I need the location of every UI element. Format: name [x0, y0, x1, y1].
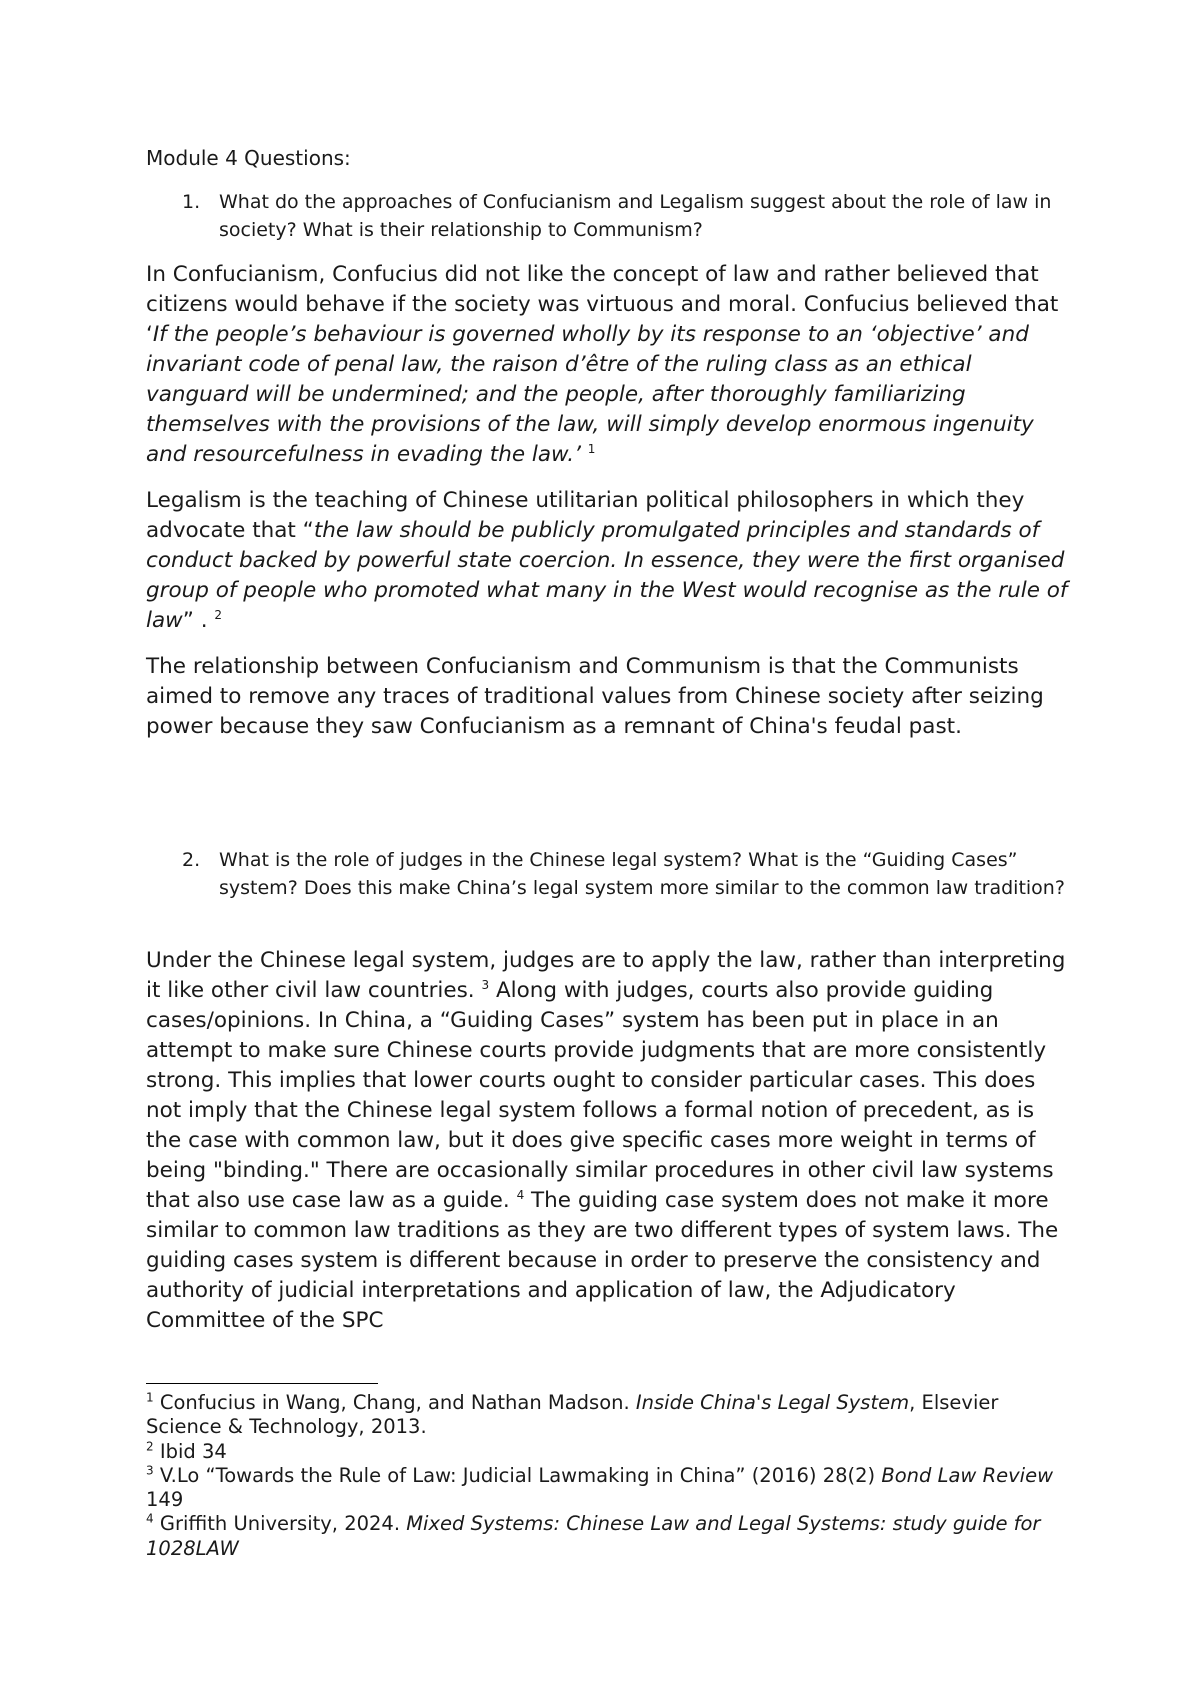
paragraph-text: In Confucianism, Confucius did not like the concept of law and rather believed that citizens would behave if the society was virtuous and moral. Confucius believed that ‘	[146, 262, 1059, 347]
footnote-title: Mixed Systems: Chinese Law and Legal Systems: study guide for 1028LAW	[146, 1512, 1041, 1560]
footnote-ref-1[interactable]: 1	[587, 441, 596, 456]
question-2-number: 2.	[182, 849, 201, 871]
footnote-text: 149	[146, 1488, 184, 1512]
footnote-number: 3	[146, 1463, 154, 1478]
footnote-number: 2	[146, 1439, 154, 1454]
footnote-text: V.Lo “Towards the Rule of Law: Judicial Lawmaking in China” (2016) 28(2)	[153, 1463, 882, 1487]
paragraph-text: The guiding case system does not make it more similar to common law traditions as they are two different types of system laws. The guiding cases system is different because in order to preserve the consistency and authority of judicial interpretations and application of law, the Adjudicatory Committee of the SPC	[146, 1188, 1059, 1333]
footnote-1	[146, 1391, 1066, 1440]
footnote-text: Ibid 34	[153, 1439, 227, 1463]
answer-1-paragraph-legalism	[146, 486, 1076, 636]
footnote-ref-3[interactable]: 3	[481, 977, 490, 992]
footnote-text: Confucius in Wang, Chang, and Nathan Madson.	[153, 1391, 636, 1414]
paragraph-text: ” .	[182, 608, 215, 633]
footnote-ref-2[interactable]: 2	[214, 607, 223, 622]
question-2-text: What is the role of judges in the Chinese legal system? What is the “Guiding Cases” system? Does this make China’s legal system more similar to the common law tradition?	[219, 849, 1065, 899]
paragraph-text: The relationship between Confucianism and Communism is that the Communists aimed to remove any traces of traditional values from Chinese society after seizing power because they saw Confucianism as a remnant of China's feudal past.	[146, 654, 1044, 739]
footnote-title: Inside China's Legal System	[635, 1391, 910, 1414]
footnote-ref-4[interactable]: 4	[516, 1187, 525, 1202]
paragraph-text: Under the Chinese legal system, judges are to apply the law, rather than interpreting it like other civil law countries.	[146, 948, 1066, 1003]
footnote-separator	[146, 1383, 378, 1384]
footnote-number: 4	[146, 1511, 154, 1526]
footnote-2	[146, 1440, 1066, 1464]
answer-1-paragraph-confucianism	[146, 260, 1076, 470]
footnote-3	[146, 1464, 1066, 1513]
quote-text: If the people’s behaviour is governed wholly by its response to an ‘objective’ and invariant code of penal law, the raison d’être of the ruling class as an ethical vanguard will be undermined; and the people, after thoroughly familiarizing themselves with the provisions of the law, will simply develop enormous ingenuity and resourcefulness in evading the law.’	[146, 322, 1034, 467]
question-2	[182, 846, 1067, 902]
footnotes	[146, 1391, 1066, 1561]
footnote-4	[146, 1512, 1066, 1561]
footnote-number: 1	[146, 1390, 154, 1405]
answer-2-paragraph	[146, 946, 1076, 1336]
question-1	[182, 188, 1067, 244]
footnote-text: , Elsevier Science & Technology, 2013.	[146, 1391, 999, 1439]
question-1-text: What do the approaches of Confucianism and Legalism suggest about the role of law in society? What is their relationship to Communism?	[219, 191, 1052, 241]
footnote-text: Griffith University, 2024.	[153, 1512, 407, 1536]
answer-1-paragraph-communism	[146, 652, 1076, 742]
paragraph-text: Legalism is the teaching of Chinese utilitarian political philosophers in which they advocate that “	[146, 488, 1025, 543]
quote-text: the law should be publicly promulgated principles and standards of conduct backed by powerful state coercion. In essence, they were the first organised group of people who promoted what many in the West would recognise as the rule of law	[146, 518, 1068, 633]
footnote-title: Bond Law Review	[881, 1463, 1054, 1487]
document-heading: Module 4 Questions:	[146, 146, 351, 170]
paragraph-text: Along with judges, courts also provide guiding cases/opinions. In China, a “Guiding Cases” system has been put in place in an attempt to make sure Chinese courts provide judgments that are more consistently strong. This implies that lower courts ought to consider particular cases. This does not imply that the Chinese legal system follows a formal notion of precedent, as is the case with common law, but it does give specific cases more weight in terms of being "binding." There are occasionally similar procedures in other civil law systems that also use case law as a guide.	[146, 978, 1054, 1213]
question-1-number: 1.	[182, 191, 201, 213]
